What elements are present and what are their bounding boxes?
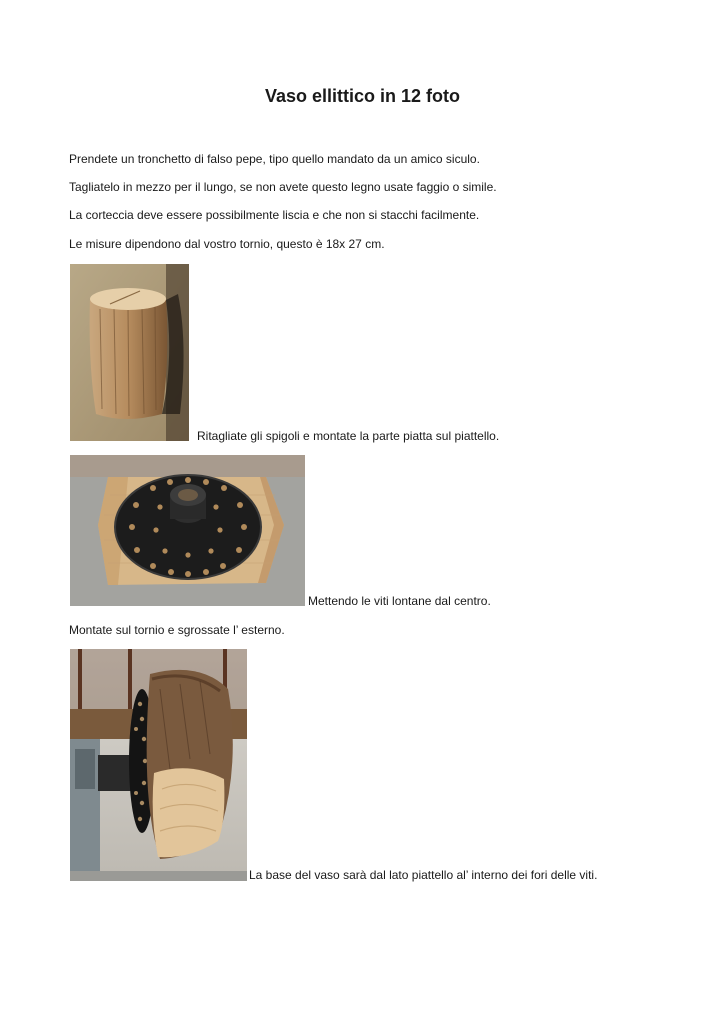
photo-lathe — [70, 649, 247, 881]
between-text: Montate sul tornio e sgrossate l’ esterno. — [69, 623, 285, 637]
photo-1-caption: Ritagliate gli spigoli e montate la parte piatta sul piattello. — [197, 429, 500, 443]
photo-faceplate — [70, 455, 305, 606]
page-title: Vaso ellittico in 12 foto — [264, 86, 461, 106]
photo-2-caption: Mettendo le viti lontane dal centro. — [308, 594, 491, 608]
photo-wood-log — [70, 264, 189, 441]
paragraph-1: Prendete un tronchetto di falso pepe, tipo quello mandato da un amico siculo. — [69, 152, 480, 166]
photo-3-caption: La base del vaso sarà dal lato piattello al’ interno dei fori delle viti. — [249, 868, 598, 882]
paragraph-3: La corteccia deve essere possibilmente liscia e che non si stacchi facilmente. — [69, 208, 480, 222]
paragraph-2: Tagliatelo in mezzo per il lungo, se non avete questo legno usate faggio o simile. — [69, 180, 497, 194]
paragraph-4: Le misure dipendono dal vostro tornio, questo è 18x 27 cm. — [69, 237, 385, 251]
